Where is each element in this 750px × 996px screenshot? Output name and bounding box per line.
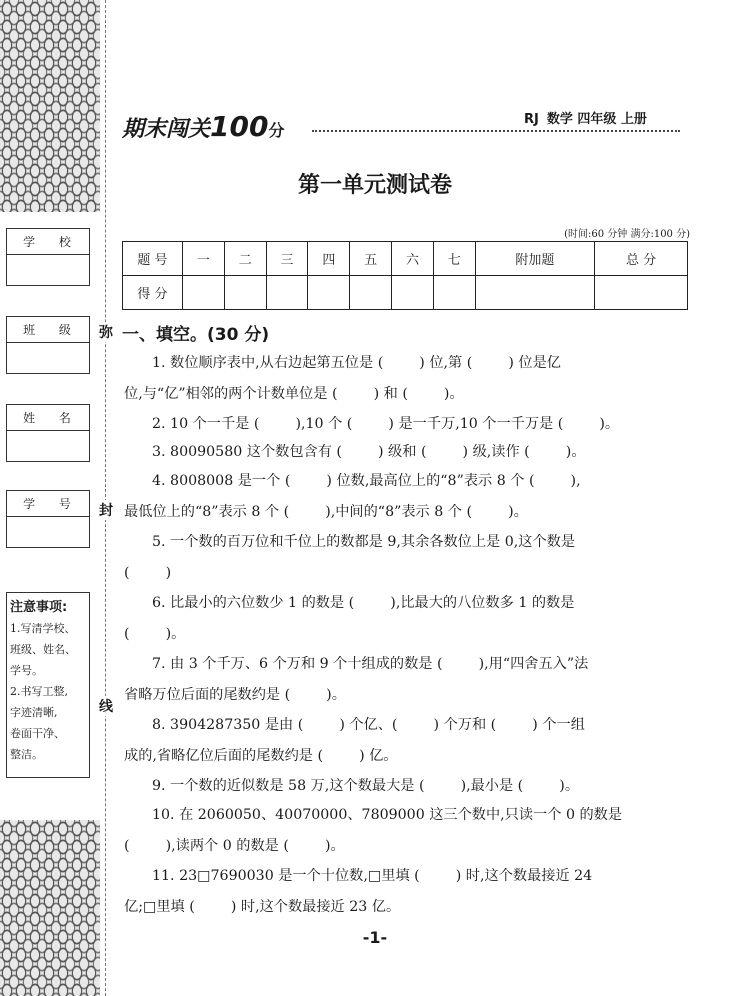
score-value-row — [123, 276, 688, 310]
score-cell[interactable] — [475, 276, 594, 310]
subject-grade: 数学 四年级 上册 — [546, 112, 647, 127]
time-note: (时间:60 分钟 满分:100 分) — [564, 229, 690, 240]
cut-char-feng: 封 — [97, 500, 115, 520]
school-blank[interactable] — [7, 255, 89, 285]
header-dotted-rule — [312, 130, 680, 132]
page-title: 第一单元测试卷 — [297, 173, 452, 198]
notice-line: 1.写清学校、 — [10, 622, 76, 635]
notice-box — [6, 592, 90, 778]
question-line: 成的,省略亿位后面的尾数约是 ( ) 亿。 — [124, 748, 398, 764]
score-header-cell: 五 — [350, 242, 392, 276]
question-line: 位,与“亿”相邻的两个计数单位是 ( ) 和 ( )。 — [124, 386, 464, 402]
question-1 — [124, 348, 690, 410]
score-cell[interactable] — [350, 276, 392, 310]
score-header-cell: 附加题 — [475, 242, 594, 276]
score-header-cell: 七 — [433, 242, 475, 276]
decorative-pattern-bottom — [0, 820, 100, 996]
score-header-cell: 一 — [183, 242, 225, 276]
question-9 — [124, 771, 690, 802]
question-8 — [124, 710, 690, 772]
name-label: 姓 名 — [7, 405, 89, 431]
notice-title: 注意事项: — [10, 600, 68, 615]
question-line: 6. 比最小的六位数少 1 的数是 ( ),比最大的八位数多 1 的数是 — [152, 595, 575, 611]
score-header-row — [123, 242, 688, 276]
student-id-blank[interactable] — [7, 517, 89, 547]
score-header-cell: 总 分 — [595, 242, 688, 276]
cut-char-mi: 弥 — [97, 322, 115, 342]
question-line: 1. 数位顺序表中,从右边起第五位是 ( ) 位,第 ( ) 位是亿 — [152, 355, 561, 371]
brand-suffix: 分 — [268, 121, 285, 140]
brand-main: 期末闯关 — [122, 117, 211, 142]
question-line: 11. 23□7690030 是一个十位数,□里填 ( ) 时,这个数最接近 24 — [152, 868, 593, 884]
score-header-cell: 三 — [266, 242, 308, 276]
class-field[interactable] — [6, 316, 90, 374]
notice-line: 整洁。 — [10, 748, 43, 761]
question-10 — [124, 800, 690, 862]
notice-line: 卷面干净、 — [10, 727, 65, 740]
cut-char-xian: 线 — [97, 696, 115, 716]
question-line: 10. 在 2060050、40070000、7809000 这三个数中,只读一个 0 的数是 — [152, 807, 623, 823]
question-line: 5. 一个数的百万位和千位上的数都是 9,其余各数位上是 0,这个数是 — [152, 534, 576, 550]
notice-line: 字迹清晰, — [10, 706, 58, 719]
question-2 — [124, 409, 690, 440]
seal-cut-line — [105, 0, 106, 996]
score-header-cell: 六 — [392, 242, 434, 276]
question-line: ( )。 — [124, 626, 186, 642]
question-4 — [124, 466, 690, 528]
score-row-label: 得 分 — [123, 276, 183, 310]
score-cell[interactable] — [183, 276, 225, 310]
student-id-field[interactable] — [6, 490, 90, 548]
question-line: 亿;□里填 ( ) 时,这个数最接近 23 亿。 — [124, 899, 401, 915]
score-cell[interactable] — [266, 276, 308, 310]
notice-line: 2.书写工整, — [10, 685, 68, 698]
score-cell[interactable] — [595, 276, 688, 310]
question-3 — [124, 437, 690, 468]
brand-logo — [122, 110, 284, 143]
name-field[interactable] — [6, 404, 90, 462]
score-header-cell: 四 — [308, 242, 350, 276]
score-cell[interactable] — [433, 276, 475, 310]
class-label: 班 级 — [7, 317, 89, 343]
brand-number: 100 — [210, 110, 269, 143]
question-line: 9. 一个数的近似数是 58 万,这个数最大是 ( ),最小是 ( )。 — [152, 778, 580, 794]
name-blank[interactable] — [7, 431, 89, 461]
question-line: ( ),读两个 0 的数是 ( )。 — [124, 838, 345, 854]
question-line: ( ) — [124, 565, 172, 581]
notice-line: 班级、姓名、 — [10, 643, 76, 656]
score-cell[interactable] — [392, 276, 434, 310]
question-7 — [124, 649, 690, 711]
question-line: 3. 80090580 这个数包含有 ( ) 级和 ( ) 级,读作 ( )。 — [152, 444, 586, 460]
score-header-cell: 题 号 — [123, 242, 183, 276]
student-id-label: 学 号 — [7, 491, 89, 517]
page-number: -1- — [362, 928, 388, 947]
question-line: 7. 由 3 个千万、6 个万和 9 个十组成的数是 ( ),用“四舍五入”法 — [152, 656, 589, 672]
question-line: 最低位上的“8”表示 8 个 ( ),中间的“8”表示 8 个 ( )。 — [124, 504, 528, 520]
question-line: 省略万位后面的尾数约是 ( )。 — [124, 687, 346, 703]
section-heading: 一、填空。(30 分) — [122, 325, 270, 345]
notice-line: 学号。 — [10, 664, 43, 677]
class-blank[interactable] — [7, 343, 89, 373]
score-table — [122, 241, 688, 310]
question-line: 8. 3904287350 是由 ( ) 个亿、( ) 个万和 ( ) 个一组 — [152, 717, 585, 733]
score-cell[interactable] — [308, 276, 350, 310]
question-11 — [124, 861, 690, 923]
question-line: 4. 8008008 是一个 ( ) 位数,最高位上的“8”表示 8 个 ( ), — [152, 473, 581, 489]
edition-code: RJ — [524, 112, 539, 127]
header-subject — [524, 108, 647, 127]
question-5 — [124, 527, 690, 589]
score-header-cell: 二 — [224, 242, 266, 276]
school-label: 学 校 — [7, 229, 89, 255]
question-6 — [124, 588, 690, 650]
question-line: 2. 10 个一千是 ( ),10 个 ( ) 是一千万,10 个一千万是 ( )。 — [152, 416, 620, 432]
school-field[interactable] — [6, 228, 90, 286]
score-cell[interactable] — [224, 276, 266, 310]
